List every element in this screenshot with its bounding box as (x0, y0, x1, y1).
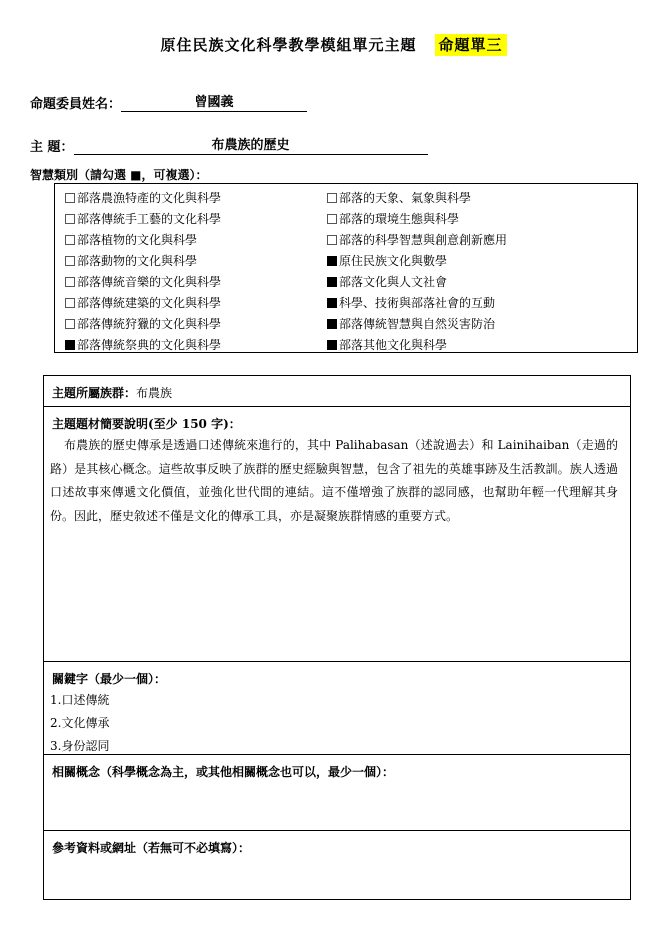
unchecked-box-icon[interactable] (327, 214, 337, 224)
references-label: 參考資料或網址（若無可不必填寫）： (52, 841, 251, 855)
committee-name-field[interactable]: 曾國義 (121, 95, 307, 112)
category-item[interactable] (327, 232, 507, 253)
category-label: 部落文化與人文社會 (339, 275, 448, 289)
ethnic-value[interactable]: 布農族 (136, 386, 173, 400)
category-item[interactable] (65, 253, 221, 274)
keywords-list (44, 689, 630, 758)
category-item[interactable] (327, 337, 507, 358)
title-text: 原住民族文化科學教學模組單元主題 (160, 36, 417, 54)
unchecked-box-icon[interactable] (65, 277, 75, 287)
unchecked-box-icon[interactable] (327, 235, 337, 245)
concepts-section[interactable] (44, 755, 630, 831)
category-label: 部落動物的文化與科學 (77, 254, 198, 268)
category-item[interactable] (65, 190, 221, 211)
category-label: 部落傳統手工藝的文化科學 (77, 212, 222, 226)
category-label: 部落植物的文化與科學 (77, 233, 198, 247)
category-item[interactable] (327, 274, 507, 295)
unchecked-box-icon[interactable] (65, 214, 75, 224)
references-section[interactable] (44, 831, 630, 899)
committee-row (30, 93, 307, 112)
category-label: 部落傳統智慧與自然災害防治 (339, 317, 496, 331)
category-item[interactable] (65, 274, 221, 295)
category-label: 原住民族文化與數學 (339, 254, 448, 268)
category-item[interactable] (65, 211, 221, 232)
keyword-item: 2.文化傳承 (50, 716, 110, 730)
theme-value-field[interactable]: 布農族的歷史 (74, 138, 428, 155)
category-item[interactable] (327, 316, 507, 337)
committee-label: 命題委員姓名： (30, 97, 122, 112)
category-item[interactable] (65, 295, 221, 316)
category-label: 部落其他文化與科學 (339, 338, 448, 352)
categories-left-column (65, 190, 221, 358)
checked-box-icon[interactable] (327, 340, 337, 350)
checked-box-icon[interactable] (327, 277, 337, 287)
unchecked-box-icon[interactable] (65, 256, 75, 266)
category-label: 部落的科學智慧與創意創新應用 (339, 233, 508, 247)
category-item[interactable] (327, 190, 507, 211)
categories-box (54, 183, 638, 353)
ethnic-row (44, 376, 630, 401)
description-section (44, 407, 630, 662)
keyword-item: 3.身份認同 (50, 739, 110, 753)
category-label: 部落傳統祭典的文化與科學 (77, 338, 222, 352)
topic-form (43, 375, 631, 900)
category-label: 科學、技術與部落社會的互動 (339, 296, 496, 310)
keywords-label: 關鍵字（最少一個）： (52, 672, 167, 686)
concepts-label: 相關概念（科學概念為主，或其他相關概念也可以，最少一個）： (52, 765, 395, 779)
ethnic-label: 主題所屬族群： (52, 386, 137, 400)
unchecked-box-icon[interactable] (327, 193, 337, 203)
category-item[interactable] (65, 316, 221, 337)
category-item[interactable] (327, 295, 507, 316)
category-item[interactable] (327, 253, 507, 274)
ethnic-section (44, 376, 630, 407)
checked-box-icon[interactable] (327, 298, 337, 308)
checked-box-icon[interactable] (327, 319, 337, 329)
category-label: 部落傳統建築的文化與科學 (77, 296, 222, 310)
category-item[interactable] (65, 337, 221, 358)
category-label: 部落傳統狩獵的文化與科學 (77, 317, 222, 331)
sheet-label-highlight: 命題單三 (435, 34, 507, 56)
unchecked-box-icon[interactable] (65, 319, 75, 329)
unchecked-box-icon[interactable] (65, 193, 75, 203)
checked-box-icon[interactable] (327, 256, 337, 266)
categories-right-column (327, 190, 507, 358)
category-item[interactable] (65, 232, 221, 253)
document-title (0, 34, 667, 55)
theme-label: 主 題： (30, 140, 74, 155)
category-item[interactable] (327, 211, 507, 232)
description-label: 主題題材簡要說明(至少 150 字)： (52, 417, 241, 431)
category-label: 部落傳統音樂的文化與科學 (77, 275, 222, 289)
keywords-section (44, 662, 630, 755)
checked-box-icon[interactable] (65, 340, 75, 350)
unchecked-box-icon[interactable] (65, 298, 75, 308)
category-label: 部落農漁特產的文化與科學 (77, 191, 222, 205)
category-label: 部落的環境生態與科學 (339, 212, 460, 226)
categories-label: 智慧類別（請勾選 ■，可複選）： (30, 168, 208, 182)
category-label: 部落的天象、氣象與科學 (339, 191, 472, 205)
theme-row (30, 136, 428, 155)
keyword-item: 1.口述傳統 (50, 693, 110, 707)
description-text[interactable]: 布農族的歷史傳承是透過口述傳統來進行的，其中 Palihabasan（述說過去）和 Lainihaiban（走過的路）是其核心概念。這些故事反映了族群的歷史經驗與智慧，包含了祖先的英雄事跡及生活教訓。族人透過口述故事來傳遞文化價值，並強化世代間的連結。這不僅增強了族群的認同感，也幫助年輕一代理解其身份。因此，歷史敘述不僅是文化的傳承工具，亦是凝聚族群情感的重要方式。 (50, 438, 618, 523)
unchecked-box-icon[interactable] (65, 235, 75, 245)
